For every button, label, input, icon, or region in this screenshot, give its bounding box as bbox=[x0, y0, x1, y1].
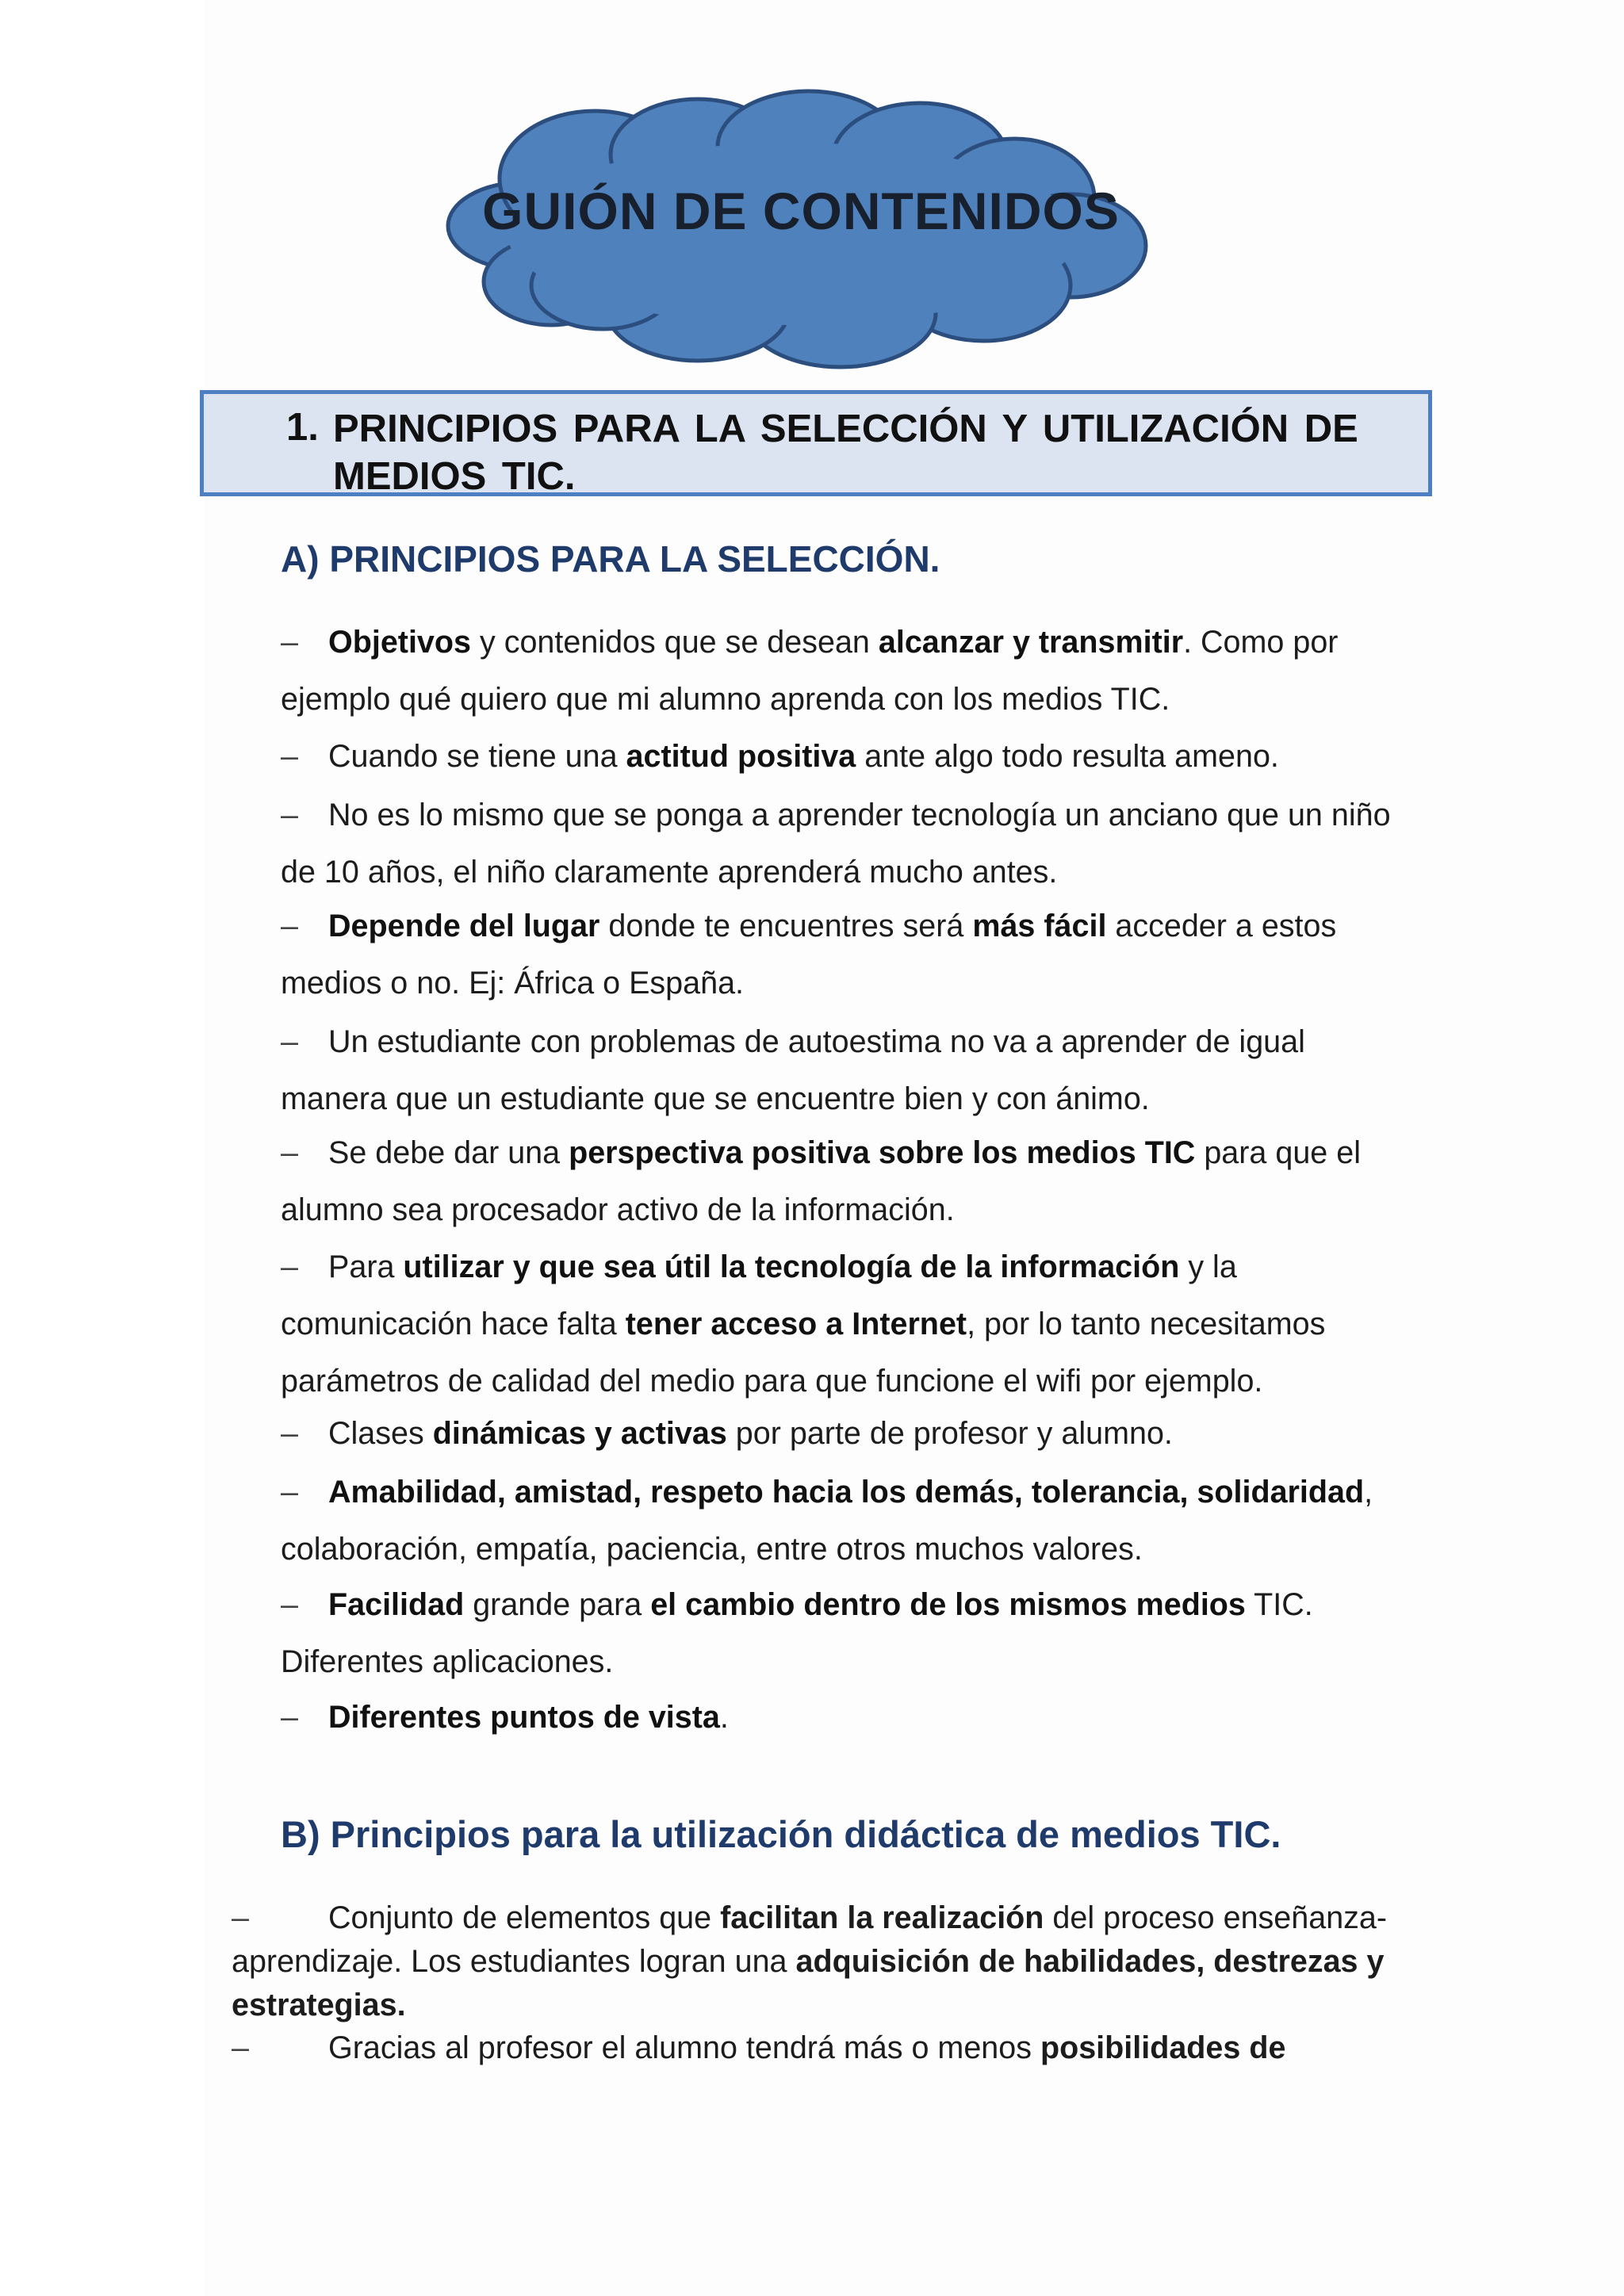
bullet-dash: – bbox=[281, 1135, 298, 1170]
list-item bbox=[281, 1124, 1399, 1238]
bold-text: perspectiva positiva sobre los medios TIC bbox=[569, 1135, 1196, 1170]
text: , por lo tanto necesitamos parámetros de calidad del medio para que funcione el wifi por ejemplo. bbox=[281, 1307, 1326, 1399]
bold-text: utilizar y que sea útil la tecnología de la información bbox=[403, 1249, 1180, 1284]
bold-text: posibilidades de bbox=[1040, 2030, 1286, 2065]
text: . bbox=[719, 1700, 729, 1735]
list-item bbox=[281, 1576, 1399, 1690]
bold-text: dinámicas y activas bbox=[432, 1416, 727, 1451]
list-item bbox=[281, 786, 1399, 901]
list-item bbox=[281, 728, 1399, 785]
bullet-dash: – bbox=[281, 1700, 298, 1735]
text: grande para bbox=[464, 1587, 651, 1622]
text: y contenidos que se desean bbox=[471, 625, 879, 660]
list-item bbox=[232, 2026, 1405, 2070]
text: para que el alumno sea procesador activo de la información. bbox=[281, 1135, 1361, 1227]
bullet-dash: – bbox=[232, 2030, 249, 2065]
bold-text: Objetivos bbox=[328, 625, 471, 660]
text: . Como por ejemplo qué quiero que mi alumno aprenda con los medios TIC. bbox=[281, 625, 1339, 717]
bold-text: actitud positiva bbox=[626, 739, 856, 774]
bullet-dash: – bbox=[281, 1024, 298, 1059]
bullet-dash: – bbox=[281, 625, 298, 660]
text: No es lo mismo que se ponga a aprender tecnología un anciano que un niño de 10 años, el niño claramente aprenderá mucho antes. bbox=[281, 798, 1391, 890]
text: Para bbox=[328, 1249, 404, 1284]
section-number: 1. bbox=[286, 406, 319, 449]
text: del proceso enseñanza-aprendizaje. Los estudiantes logran una bbox=[232, 1900, 1388, 1979]
text: Se debe dar una bbox=[328, 1135, 569, 1170]
section-heading-box bbox=[200, 390, 1432, 496]
text: Gracias al profesor el alumno tendrá más o menos bbox=[328, 2030, 1040, 2065]
title-cloud bbox=[412, 87, 1189, 381]
bold-text: alcanzar y transmitir bbox=[878, 625, 1184, 660]
text: TIC. Diferentes aplicaciones. bbox=[281, 1587, 1313, 1679]
list-item bbox=[281, 614, 1399, 728]
text: por parte de profesor y alumno. bbox=[726, 1416, 1173, 1451]
text: y la comunicación hace falta bbox=[281, 1249, 1237, 1341]
bullet-dash: – bbox=[281, 798, 298, 832]
bullet-dash: – bbox=[281, 1587, 298, 1622]
text: ante algo todo resulta ameno. bbox=[856, 739, 1279, 774]
bold-text: tener acceso a Internet bbox=[625, 1307, 967, 1341]
bold-text: Amabilidad, amistad, respeto hacia los demás, tolerancia, solidaridad bbox=[328, 1475, 1365, 1510]
list-item bbox=[281, 1013, 1399, 1127]
text: Conjunto de elementos que bbox=[328, 1900, 721, 1935]
list-item bbox=[281, 1689, 1399, 1746]
text: Clases bbox=[328, 1416, 433, 1451]
bold-text: adquisición de habilidades, destrezas y estrategias. bbox=[232, 1944, 1385, 2022]
bold-text: más fácil bbox=[972, 909, 1107, 943]
bold-text: Depende del lugar bbox=[328, 909, 600, 943]
subheading-b: B) Principios para la utilización didáctica de medios TIC. bbox=[281, 1813, 1281, 1855]
bold-text: el cambio dentro de los mismos medios bbox=[650, 1587, 1246, 1622]
bullet-dash: – bbox=[281, 909, 298, 943]
bullet-dash: – bbox=[281, 739, 298, 774]
bold-text: facilitan la realización bbox=[720, 1900, 1044, 1935]
list-item bbox=[281, 1464, 1399, 1578]
bullet-dash: – bbox=[281, 1475, 298, 1510]
text: donde te encuentres será bbox=[599, 909, 973, 943]
list-item bbox=[281, 1405, 1399, 1462]
document-title: GUIÓN DE CONTENIDOS bbox=[482, 182, 1120, 240]
bold-text: Facilidad bbox=[328, 1587, 465, 1622]
bold-text: Diferentes puntos de vista bbox=[328, 1700, 720, 1735]
bullet-dash: – bbox=[281, 1249, 298, 1284]
text: , colaboración, empatía, paciencia, entre otros muchos valores. bbox=[281, 1475, 1373, 1567]
list-item bbox=[281, 897, 1399, 1012]
section-title: PRINCIPIOS PARA LA SELECCIÓN Y UTILIZACIÓN DE MEDIOS TIC. bbox=[333, 408, 1358, 498]
bullet-dash: – bbox=[281, 1416, 298, 1451]
subheading-a: A) PRINCIPIOS PARA LA SELECCIÓN. bbox=[281, 538, 940, 580]
list-item bbox=[281, 1238, 1399, 1410]
text: Cuando se tiene una bbox=[328, 739, 626, 774]
text: Un estudiante con problemas de autoestima no va a aprender de igual manera que un estudiante que se encuentre bien y con ánimo. bbox=[281, 1024, 1305, 1116]
bullet-dash: – bbox=[232, 1900, 249, 1935]
list-item bbox=[232, 1896, 1405, 2027]
text: acceder a estos medios o no. Ej: África o España. bbox=[281, 909, 1337, 1001]
